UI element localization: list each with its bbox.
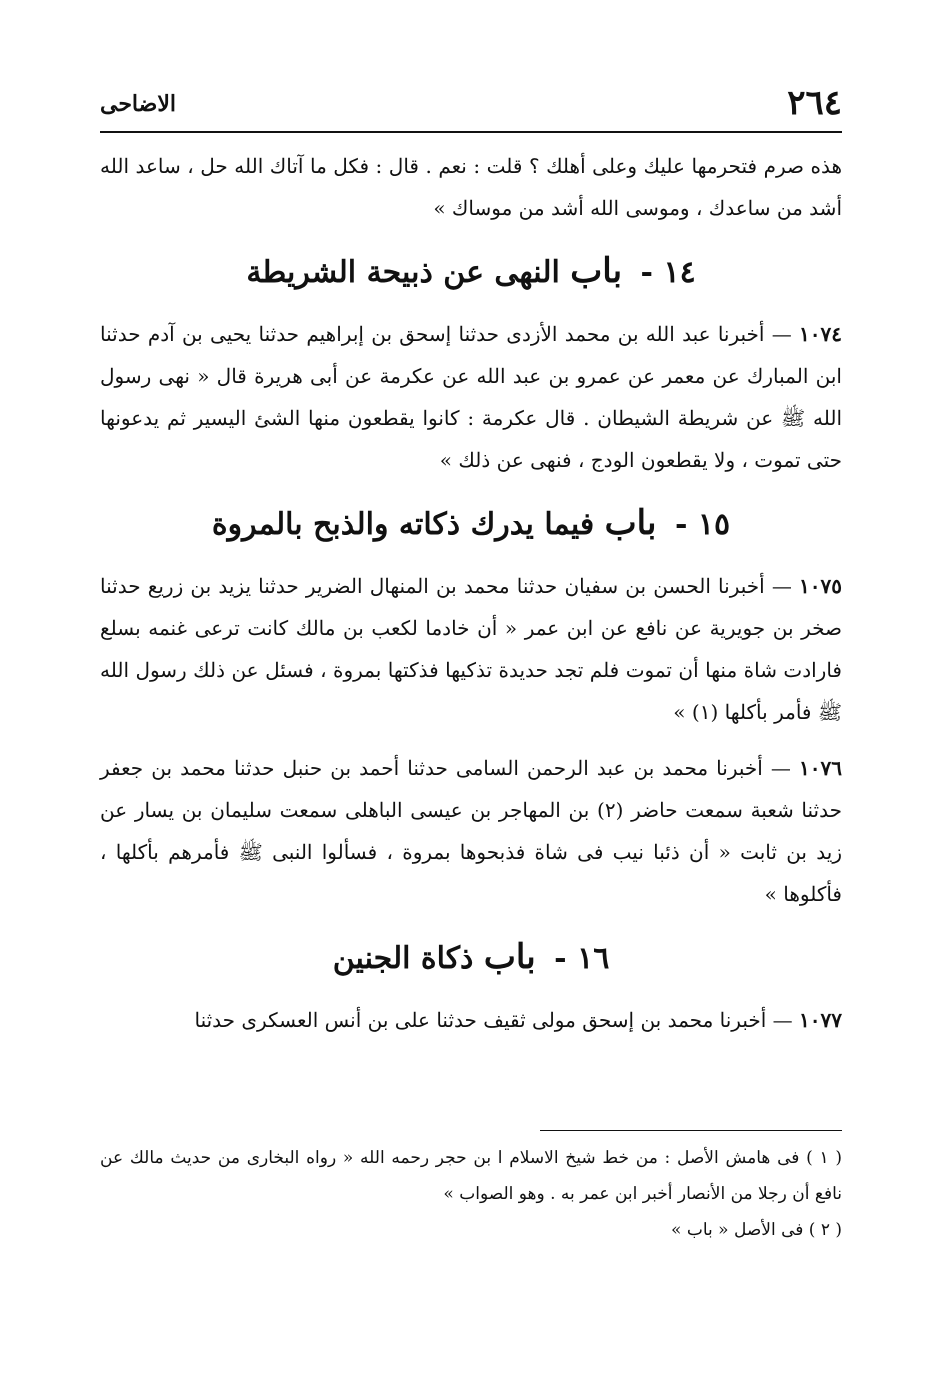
footnote-1: ( ١ ) فى هامش الأصل : من خط شيخ الاسلام ا بن حجر رحمه الله « رواه البخارى من حديث مالك عن نافع أن رجلا من الأنصار أخبر ابن عمر به . وهو الصواب » [100,1148,843,1204]
hadith-text: — أخبرنا محمد بن إسحق مولى ثقيف حدثنا على بن أنس العسكرى حدثنا [194,1008,793,1032]
intro-paragraph: هذه صرم فتحرمها عليك وعلى أهلك ؟ قلت : نعم . قال : فكل ما آتاك الله حل ، ساعد الله أشد من ساعدك ، وموسى الله أشد من موساك » [100,154,842,220]
chapter-bab: باب [604,503,657,543]
footnote-2: ( ٢ ) فى الأصل « باب » [671,1220,842,1240]
chapter-heading-16 [100,929,842,987]
chapter-bab: باب [570,251,623,291]
chapter-bab: باب [483,937,536,977]
chapter-title: ذكاة الجنين [332,941,474,976]
hadith-number: ١٠٧٦ [799,756,842,780]
page-number: ٢٦٤ [787,83,842,123]
chapter-title: فيما يدرك ذكاته والذبح بالمروة [211,507,595,542]
hadith-number: ١٠٧٥ [799,574,842,598]
chapter-number: ١٦ - [554,941,610,976]
hadith-text: — أخبرنا عبد الله بن محمد الأزدى حدثنا إسحق بن إبراهيم حدثنا يحيى بن آدم حدثنا ابن المبارك عن معمر عن عمرو بن عبد الله عن عكرمة عن أبى هريرة قال « نهى رسول الله ﷺ عن شريطة الشيطان . قال عكرمة : كانوا يقطعون منها الشئ اليسير ثم يدعونها حتى تموت ، ولا يقطعون الودج ، فنهى عن ذلك » [100,322,842,472]
hadith-1076 [100,747,842,915]
chapter-number: ١٥ - [674,507,731,542]
header-divider [100,131,842,133]
footnotes [100,1140,842,1248]
running-title: الاضاحى [100,91,176,117]
chapter-number: ١٤ - [640,255,696,290]
hadith-text: — أخبرنا محمد بن عبد الرحمن السامى حدثنا أحمد بن حنبل حدثنا محمد بن جعفر حدثنا شعبة سمعت حاضر (٢) بن المهاجر بن عيسى الباهلى سمعت سليمان بن يسار عن زيد بن ثابت « أن ذئبا نيب فى شاة فذبحوها بمروة ، فسألوا النبى ﷺ فأمرهم بأكلها ، فأكلوها » [100,756,842,906]
footnote-divider [540,1130,842,1131]
hadith-number: ١٠٧٤ [799,322,842,346]
page-body [100,145,842,1041]
hadith-number: ١٠٧٧ [799,1008,842,1032]
page-header [100,78,842,128]
chapter-title: النهى عن ذبيحة الشريطة [246,255,560,290]
hadith-text: — أخبرنا الحسن بن سفيان حدثنا محمد بن المنهال الضرير حدثنا يزيد بن زريع حدثنا صخر بن جويرية عن نافع عن ابن عمر « أن خادما لكعب بن مالك كانت ترعى غنمه بسلع فارادت شاة منها أن تموت فلم تجد حديدة تذكيها فذكتها بمروة ، فسئل عن ذلك رسول الله ﷺ فأمر بأكلها (١) » [100,574,842,724]
chapter-heading-15 [100,495,842,553]
hadith-1074 [100,313,842,481]
paragraph-gap [100,733,842,747]
hadith-1075 [100,565,842,733]
chapter-heading-14 [100,243,842,301]
hadith-1077 [100,999,842,1041]
